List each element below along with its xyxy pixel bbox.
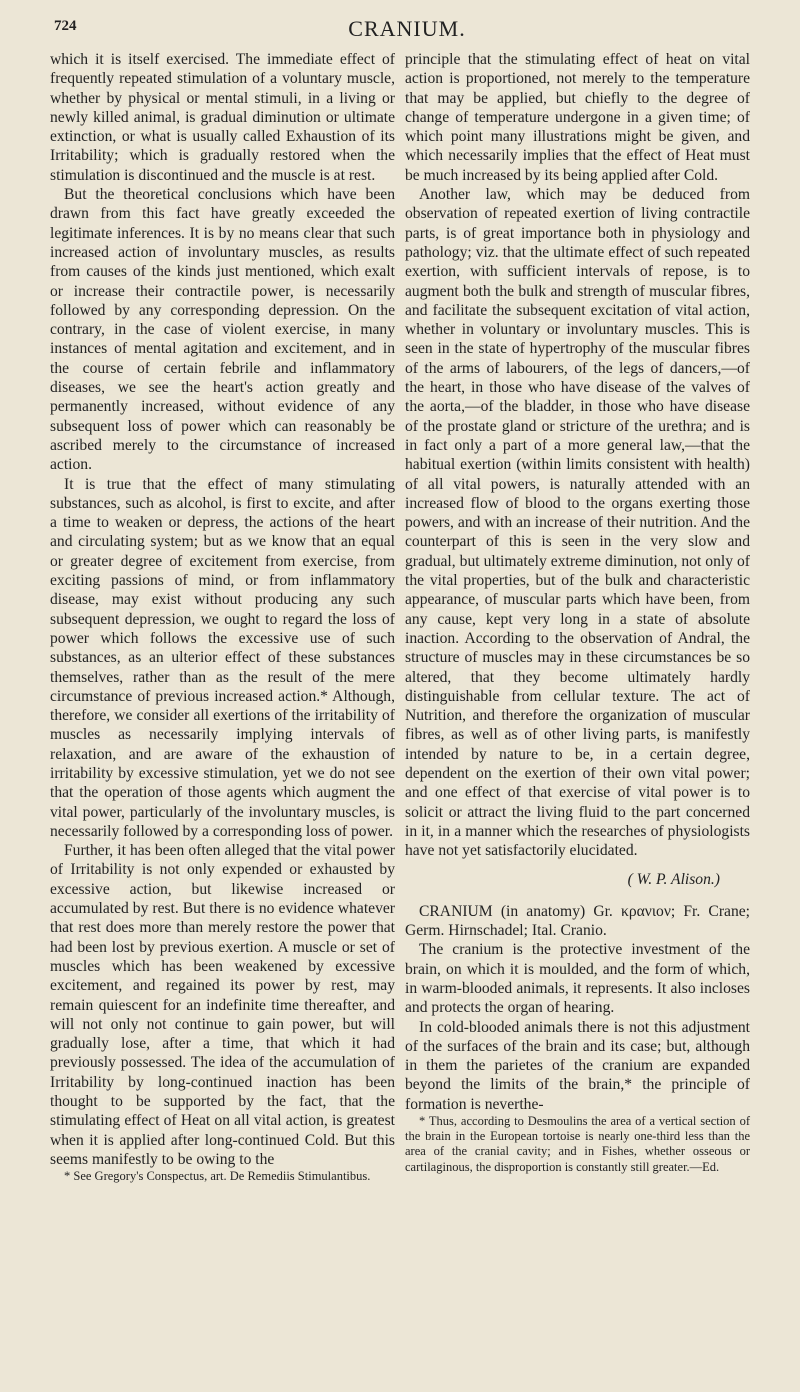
paragraph: Another law, which may be deduced from observation of repeated exertion of living contractile parts, is of great importance both in physiology and pathology; viz. that the ultimate effect of such repeated exertion, with sufficient intervals of repose, is to augment both the bulk and strength of muscular fibres, and facilitate the subsequent excitation of vital action, whether in voluntary or involuntary muscles. This is seen in the state of hypertrophy of the muscular fibres of the arms of labourers, of the legs of dancers,—of the heart, in those who have disease of the valves of the aorta,—of the bladder, in those who have disease of the prostate gland or stricture of the urethra; and is in fact only a part of a more general law,—that the habitual exertion (within limits consistent with health) of all vital powers, is naturally attended with an increased flow of blood to the organs exerting those powers, and with an increase of their nutrition. And the counterpart of this is seen in the very slow and gradual, but ultimately extreme diminution, not only of the vital properties, but of the bulk and characteristic appearance, of muscular parts which have been, from any cause, kept very long in a state of absolute inaction. According to the observation of Andral, the structure of muscles may in these circumstances be so altered, that they become ultimately hardly distinguishable from cellular texture. The act of Nutrition, and therefore the organization of muscular fibres, as well as of other living parts, is manifestly intended by nature to be, in a certain degree, dependent on the exertion of their own vital power; and one effect of that exercise of vital power is to solicit or attract the living fluid to the part concerned in it, in a manner which the researches of physiologists have not yet satisfactorily elucidated.	[405, 186, 750, 860]
author-signature: ( W. P. Alison.)	[627, 871, 720, 889]
paragraph: But the theoretical conclusions which have been drawn from this fact have greatly exceeded the legitimate inferences. It is by no means clear that such increased action of involuntary muscles, as results from causes of the kinds just mentioned, which exalt or increase their contractile power, is necessarily followed by any corresponding depression. On the contrary, in the case of violent exercise, in many instances of mental agitation and excitement, and in the course of certain febrile and inflammatory diseases, we see the heart's action greatly and permanently increased, without evidence of any subsequent loss of power which can reasonably be ascribed merely to the circumstance of increased action.	[50, 186, 395, 474]
paragraph: which it is itself exercised. The immediate effect of frequently repeated stimulation of a voluntary muscle, whether by physical or mental stimuli, in a living or newly killed animal, is gradual diminution or ultimate extinction, or what is usually called Exhaustion of its Irritability; which is gradually restored when the stimulation is discontinued and the muscle is at rest.	[50, 51, 395, 184]
paragraph: The cranium is the protective investment of the brain, on which it is moulded, and the form of which, in warm-blooded animals, it represents. It also incloses and protects the organ of hearing.	[405, 941, 750, 1017]
right-column	[405, 50, 750, 1175]
entry-etymology: (in anatomy) Gr. κρανιον; Fr. Crane; Germ. Hirnschadel; Ital. Cranio.	[405, 902, 750, 940]
footnote: * See Gregory's Conspectus, art. De Remediis Stimulantibus.	[64, 1169, 371, 1184]
running-head: CRANIUM.	[348, 16, 466, 41]
paragraph: In cold-blooded animals there is not this adjustment of the surfaces of the brain and its case; but, although in them the parietes of the cranium are expanded beyond the limits of the brain,* the principle of formation is neverthe-	[405, 1018, 750, 1113]
page-header	[54, 16, 760, 46]
entry-heading: CRANIUM	[419, 902, 493, 920]
footnote: * Thus, according to Desmoulins the area of a vertical section of the brain in the European tortoise is nearly one-third less than the area of the cranial cavity; and in Fishes, whether osseous or cartilaginous, the disproportion is constantly still greater.—Ed.	[405, 1114, 750, 1174]
entry-first-paragraph	[405, 902, 750, 941]
left-column	[50, 50, 395, 1184]
paragraph: principle that the stimulating effect of heat on vital action is proportioned, not merely to the temperature that may be applied, but chiefly to the degree of change of temperature undergone in a given time; of which point many illustrations might be given, and which necessarily implies that the effect of Heat must be much increased by its being applied after Cold.	[405, 51, 750, 184]
paragraph: It is true that the effect of many stimulating substances, such as alcohol, is first to excite, and after a time to weaken or depress, the actions of the heart and circulating system; but as we know that an equal or greater degree of excitement from exercise, from exciting passions of mind, or from inflammatory disease, may exist without producing any such subsequent depression, we ought to regard the loss of power which follows the excessive use of such substances, as an ulterior effect of these substances themselves, rather than as the result of the mere circumstance of previous increased action.* Although, therefore, we consider all exertions of the irritability of muscles as necessarily implying intervals of relaxation, and are aware of the exhaustion of irritability by excessive stimulation, yet we do not see that the operation of those agents which augment the vital power, particularly of the involuntary muscles, is necessarily followed by a corresponding loss of power.	[50, 475, 395, 840]
paragraph: Further, it has been often alleged that the vital power of Irritability is not only expended or exhausted by excessive action, but likewise increased or accumulated by rest. But there is no evidence whatever that rest does more than merely restore the power that had been lost by previous exertion. A muscle or set of muscles which has been weakened by excessive excitement, and regained its power by rest, may remain quiescent for an indefinite time thereafter, and will not only not continue to gain power, but will gradually lose, after a time, that which it had previously possessed. The idea of the accumulation of Irritability by long-continued inaction has been thought to be supported by the fact, that the stimulating effect of Heat on all vital action, is greatest when it is applied after long-continued Cold. But this seems manifestly to be owing to the	[50, 842, 395, 1168]
page-number: 724	[54, 18, 77, 34]
